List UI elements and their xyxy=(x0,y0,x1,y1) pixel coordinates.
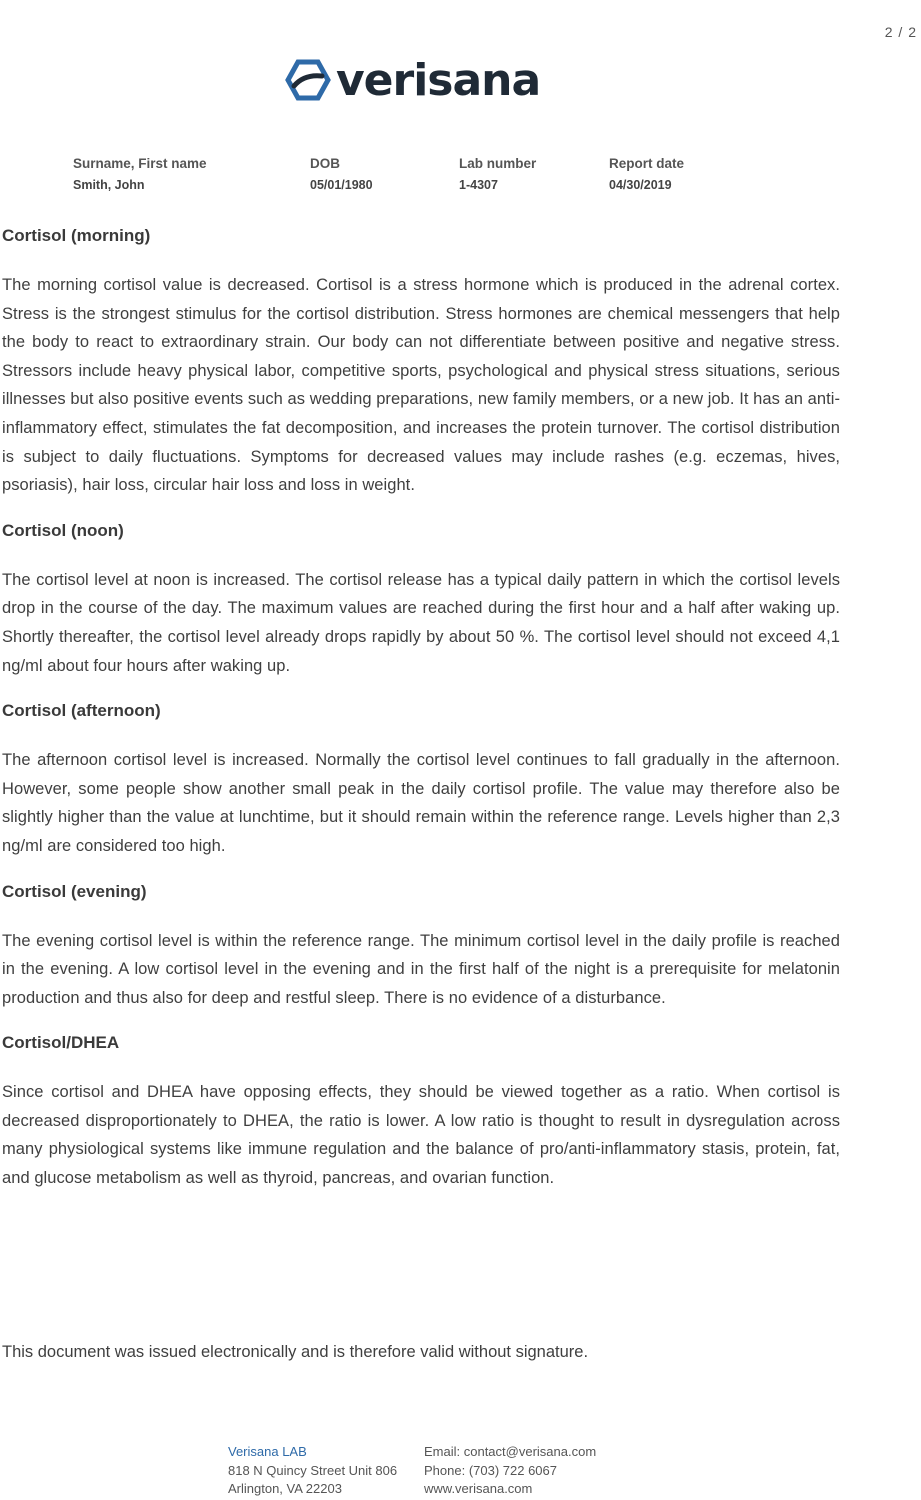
patient-name-column xyxy=(73,154,310,196)
lab-number-label: Lab number xyxy=(459,156,537,171)
patient-name-label: Surname, First name xyxy=(73,156,207,171)
verisana-hexagon-icon xyxy=(284,56,332,104)
footer-email[interactable]: Email: contact@verisana.com xyxy=(424,1444,597,1459)
section-cortisol-dhea xyxy=(2,1031,840,1192)
section-title: Cortisol (afternoon) xyxy=(2,701,161,721)
dob-value: 05/01/1980 xyxy=(310,178,373,192)
validity-note: This document was issued electronically and is therefore valid without signature. xyxy=(2,1343,589,1361)
section-cortisol-afternoon xyxy=(2,699,840,860)
section-cortisol-noon xyxy=(2,519,840,680)
report-content xyxy=(2,224,840,1212)
section-title: Cortisol (noon) xyxy=(2,520,124,540)
section-text: The evening cortisol level is within the reference range. The minimum cortisol level in the daily profile is reached in the evening. A low cortisol level in the evening and in the first half of the night is a prerequisite for melatonin production and thus also for deep and restful sleep. There is no evidence of a disturbance. xyxy=(2,931,840,1007)
footer-contact xyxy=(424,1443,596,1499)
page-number: 2 / 2 xyxy=(884,24,917,40)
footer-phone: Phone: (703) 722 6067 xyxy=(424,1462,557,1478)
footer xyxy=(228,1443,596,1499)
dob-column xyxy=(310,154,459,196)
report-date-value: 04/30/2019 xyxy=(609,178,672,192)
verisana-logo xyxy=(284,52,540,108)
logo-text: verisana xyxy=(336,54,541,106)
patient-info xyxy=(73,154,769,196)
section-text: The cortisol level at noon is increased. The cortisol release has a typical daily pattern in which the cortisol levels drop in the course of the day. The maximum values are reached during the first hour and a half after waking up. Shortly thereafter, the cortisol level already drops rapidly by about 50 %. The cortisol level should not exceed 4,1 ng/ml about four hours after waking up. xyxy=(2,570,840,675)
section-text: The morning cortisol value is decreased. Cortisol is a stress hormone which is produced in the adrenal cortex. Stress is the strongest stimulus for the cortisol distribution. Stress hormones are chemical messengers that help the body to react to extraordinary strain. Our body can not differentiate between positive and negative stress. Stressors include heavy physical labor, competitive sports, psychological and physical stress situations, serious illnesses but also positive events such as wedding preparations, new family members, or a new job. It has an anti-inflammatory effect, stimulates the fat decomposition, and increases the protein turnover. The cortisol distribution is subject to daily fluctuations. Symptoms for decreased values may include rashes (e.g. eczemas, hives, psoriasis), hair loss, circular hair loss and loss in weight. xyxy=(2,276,840,495)
footer-address xyxy=(228,1443,424,1499)
section-title: Cortisol (morning) xyxy=(2,226,151,245)
report-date-label: Report date xyxy=(609,156,685,171)
lab-number-column xyxy=(459,154,609,196)
dob-label: DOB xyxy=(310,156,340,171)
section-title: Cortisol (evening) xyxy=(2,881,147,901)
section-title: Cortisol/DHEA xyxy=(2,1033,120,1053)
footer-lab-name: Verisana LAB xyxy=(228,1444,307,1459)
lab-number-value: 1-4307 xyxy=(459,178,498,192)
footer-address-line2: Arlington, VA 22203 xyxy=(228,1481,342,1496)
footer-website[interactable]: www.verisana.com xyxy=(424,1481,533,1496)
section-cortisol-morning xyxy=(2,224,840,500)
patient-name-value: Smith, John xyxy=(73,178,145,192)
report-date-column xyxy=(609,154,769,196)
section-text: The afternoon cortisol level is increased. Normally the cortisol level continues to fall gradually in the afternoon. However, some people show another small peak in the daily cortisol profile. The value may therefore also be slightly higher than the value at lunchtime, but it should remain within the reference range. Levels higher than 2,3 ng/ml are considered too high. xyxy=(2,751,840,855)
section-text: Since cortisol and DHEA have opposing effects, they should be viewed together as a ratio. When cortisol is decreased disproportionately to DHEA, the ratio is lower. A low ratio is thought to result in dysregulation across many physiological systems like immune regulation and the balance of pro/anti-inflammatory stasis, protein, fat, and glucose metabolism as well as thyroid, pancreas, and ovarian function. xyxy=(2,1083,840,1188)
section-cortisol-evening xyxy=(2,880,840,1013)
footer-address-line1: 818 N Quincy Street Unit 806 xyxy=(228,1462,398,1478)
